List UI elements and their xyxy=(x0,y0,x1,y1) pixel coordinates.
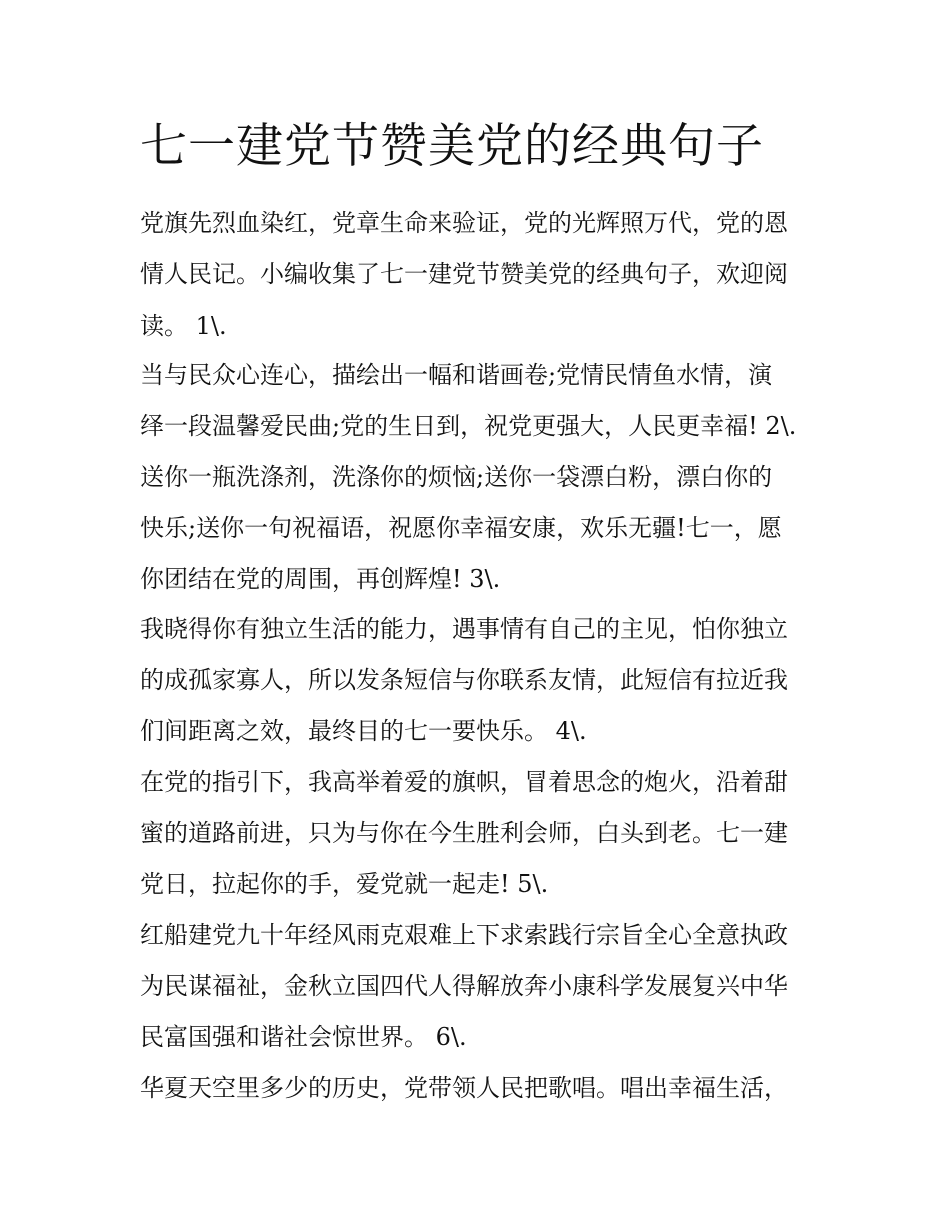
document-title: 七一建党节赞美党的经典句子 xyxy=(140,119,764,174)
body-line: 我晓得你有独立生活的能力，遇事情有自己的主见，怕你独立 xyxy=(140,615,788,643)
body-line: 华夏天空里多少的历史，党带领人民把歌唱。唱出幸福生活， xyxy=(140,1074,788,1102)
body-line: 们间距离之效，最终目的七一要快乐。 4\. xyxy=(140,717,587,745)
body-line: 为民谋福祉，金秋立国四代人得解放奔小康科学发展复兴中华 xyxy=(140,972,788,1000)
body-line: 绎一段温馨爱民曲;党的生日到，祝党更强大，人民更幸福! 2\. xyxy=(140,412,797,440)
body-line: 送你一瓶洗涤剂，洗涤你的烦恼;送你一袋漂白粉，漂白你的 xyxy=(140,463,773,491)
body-line: 民富国强和谐社会惊世界。 6\. xyxy=(140,1023,467,1051)
body-line: 你团结在党的周围，再创辉煌! 3\. xyxy=(140,565,501,593)
body-line: 党日，拉起你的手，爱党就一起走! 5\. xyxy=(140,870,549,898)
body-line: 情人民记。小编收集了七一建党节赞美党的经典句子，欢迎阅 xyxy=(140,260,788,288)
body-line: 读。 1\. xyxy=(140,312,227,340)
body-line: 红船建党九十年经风雨克艰难上下求索践行宗旨全心全意执政 xyxy=(140,921,788,949)
body-line: 蜜的道路前进，只为与你在今生胜利会师，白头到老。七一建 xyxy=(140,819,788,847)
body-line: 党旗先烈血染红，党章生命来验证，党的光辉照万代，党的恩 xyxy=(140,209,788,237)
body-line: 在党的指引下，我高举着爱的旗帜，冒着思念的炮火，沿着甜 xyxy=(140,768,788,796)
body-line: 当与民众心连心，描绘出一幅和谐画卷;党情民情鱼水情，演 xyxy=(140,361,773,389)
body-line: 快乐;送你一句祝福语，祝愿你幸福安康，欢乐无疆!七一，愿 xyxy=(140,514,782,542)
body-line: 的成孤家寡人，所以发条短信与你联系友情，此短信有拉近我 xyxy=(140,666,788,694)
